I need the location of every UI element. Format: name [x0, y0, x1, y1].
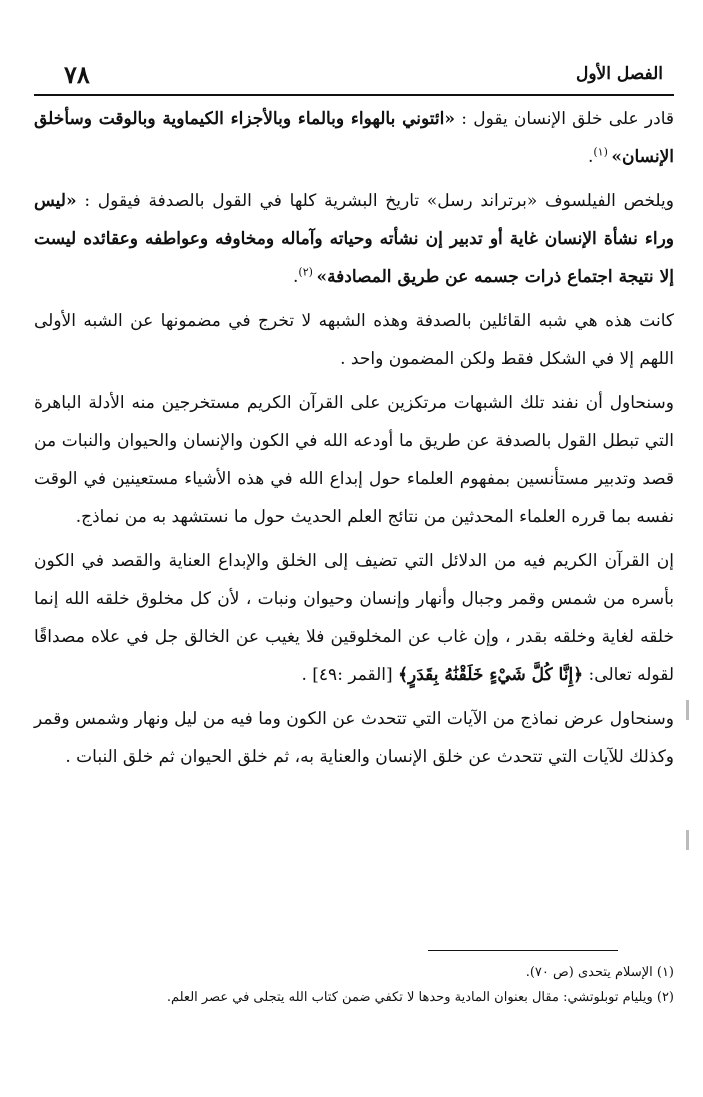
paragraph-text: إن القرآن الكريم فيه من الدلائل التي تضيف إلى الخلق والإبداع العناية والقصد في الكون بأسره من شمس وقمر وجبال وأنهار وإنسان وحيوان ونبات ، لأن كل مخلوق خلقه الله إنما خلقه لغاية وخلقه بقدر ، وإن غاب عن المخلوقين فلا يغيب عن الخالق جل في علاه مصداقًا لقوله تعالى: — [34, 551, 674, 685]
paragraph-text: ويلخص الفيلسوف «برتراند رسل» تاريخ البشرية كلها في القول بالصدفة فيقول : — [76, 191, 674, 211]
paragraph-text: [القمر :٤٩] . — [301, 665, 399, 685]
paragraph — [34, 182, 674, 296]
main-text — [34, 100, 674, 782]
paragraph-text: وسنحاول عرض نماذج من الآيات التي تتحدث عن الكون وما فيه من ليل ونهار وشمس وقمر وكذلك للآيات التي تتحدث عن خلق الإنسان والعناية به، ثم خلق الحيوان ثم خلق النبات . — [34, 709, 674, 767]
paragraph — [34, 302, 674, 378]
paragraph-text: كانت هذه هي شبه القائلين بالصدفة وهذه الشبهه لا تخرج في مضمونها عن الشبه الأولى اللهم إلا في الشكل فقط ولكن المضمون واحد . — [34, 311, 674, 369]
paragraph — [34, 542, 674, 694]
paragraph-text: وسنحاول أن نفند تلك الشبهات مرتكزين على القرآن الكريم مستخرجين منه الأدلة الباهرة التي تبطل القول بالصدفة عن طريق ما أودعه الله في الكون والإنسان والحيوان والنبات من قصد وتدبير مستأنسين بمفهوم العلماء حول إبداع الله في هذه الأشياء مستعينين في الوقت نفسه بما قرره العلماء المحدثين من نتائج العلم الحديث حول ما نستشهد به من نماذج. — [34, 393, 674, 527]
quoted-text: «ائتوني بالهواء وبالماء وبالأجزاء الكيماوية وبالوقت وسأخلق الإنسان» — [34, 109, 674, 167]
footnote-1: (١) الإسلام يتحدى (ص ٧٠). — [525, 965, 674, 980]
quoted-text: «ليس وراء نشأة الإنسان غاية أو تدبير إن نشأته وحياته وآماله ومخاوفه وعواطفه وعقائده ليست إلا نتيجة اجتماع ذرات جسمه عن طريق المصادفة» — [34, 191, 674, 287]
paragraph-text: . — [293, 267, 299, 287]
quoted-text: ﴿إِنَّا كُلَّ شَيْءٍ خَلَقْنَٰهُ بِقَدَرٍ﴾ — [398, 665, 584, 685]
paragraph — [34, 100, 674, 176]
footnote-reference: (٢) — [298, 265, 317, 279]
page-number: ٧٨ — [64, 60, 90, 89]
paragraph — [34, 384, 674, 536]
paragraph-text: قادر على خلق الإنسان يقول : — [454, 109, 675, 129]
running-header — [0, 62, 703, 94]
paragraph — [34, 700, 674, 776]
footnote-reference: (١) — [593, 145, 612, 159]
margin-mark — [686, 700, 689, 720]
paragraph-text: . — [587, 147, 594, 167]
header-divider — [34, 94, 674, 96]
footnotes — [34, 960, 674, 1010]
margin-mark — [686, 830, 689, 850]
footnote-2: (٢) ويليام توبلوتشي: مقال بعنوان المادية وحدها لا تكفي ضمن كتاب الله يتجلى في عصر العلم. — [166, 990, 674, 1005]
footnote-divider — [428, 950, 618, 951]
chapter-title: الفصل الأول — [575, 64, 663, 84]
